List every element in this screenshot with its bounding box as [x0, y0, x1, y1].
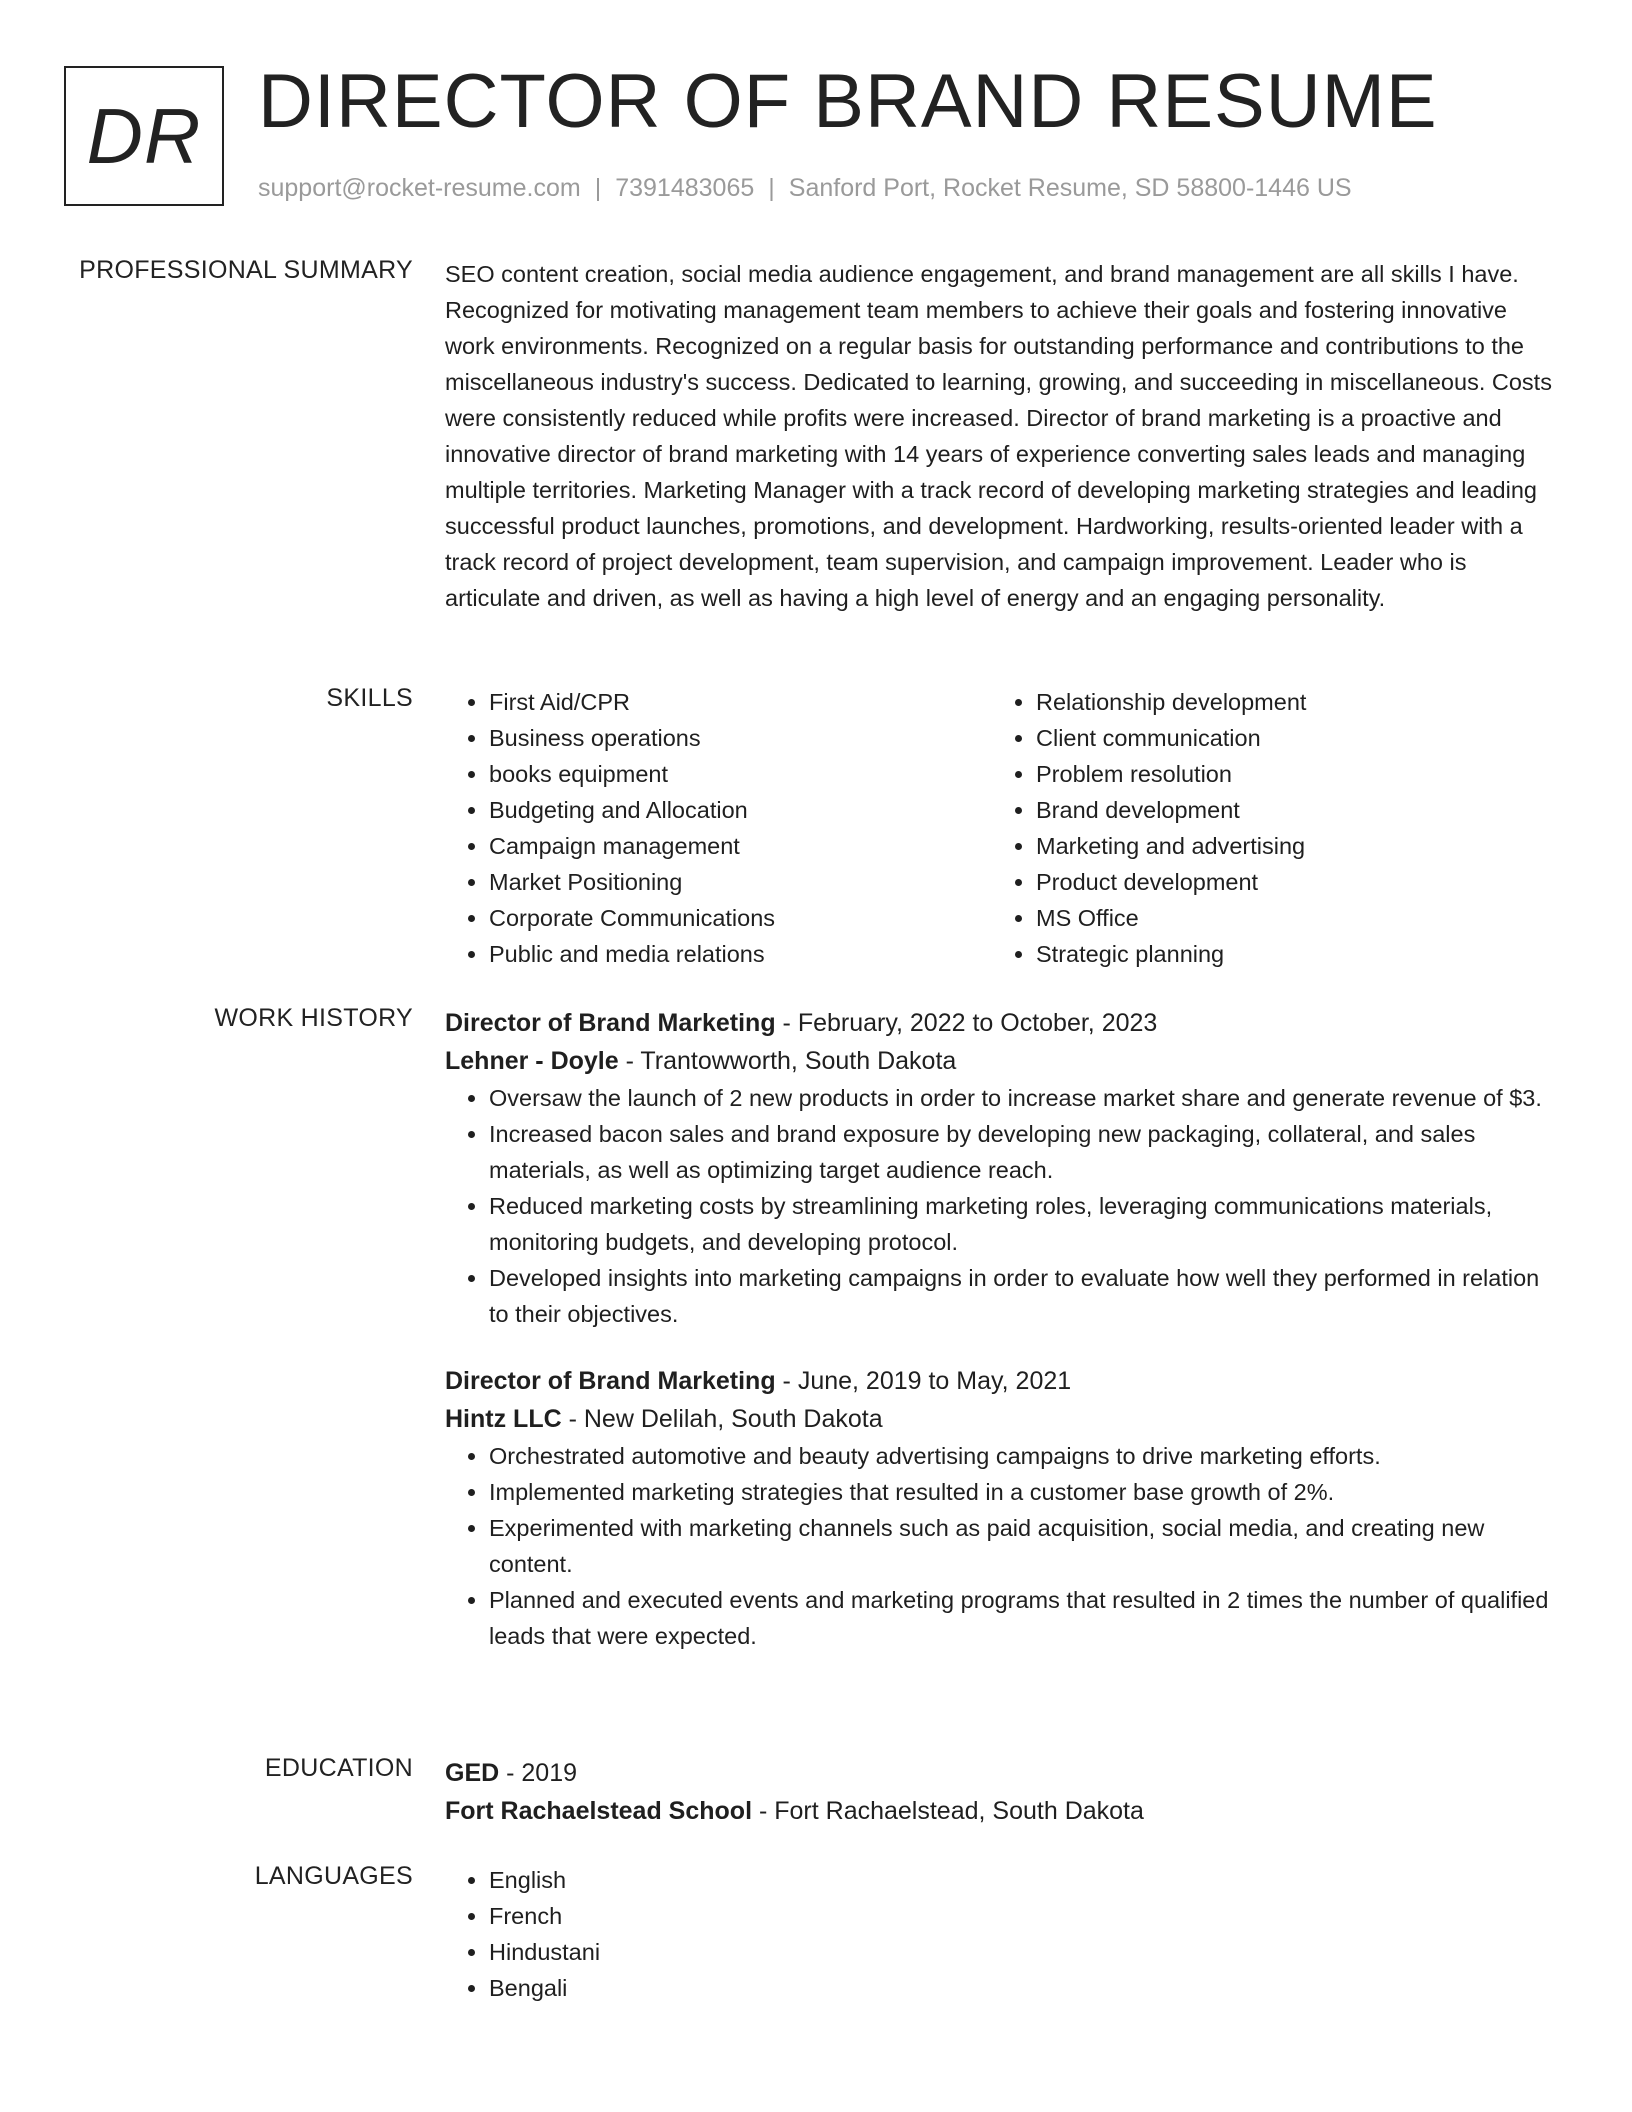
skill-item: • Public and media relations — [489, 936, 992, 972]
job-bullets — [445, 1438, 1560, 1654]
job-bullet: • Orchestrated automotive and beauty advertising campaigns to drive marketing efforts. — [489, 1438, 1560, 1474]
school-name: Fort Rachaelstead School — [445, 1797, 753, 1825]
job-company: Hintz LLC — [445, 1405, 562, 1433]
job-dates: - June, 2019 to May, 2021 — [775, 1367, 1072, 1395]
job-company-line — [445, 1042, 1560, 1080]
language-item: • Hindustani — [489, 1934, 1560, 1970]
education-body — [445, 1754, 1560, 1830]
job-company-line — [445, 1400, 1560, 1438]
job-bullet: • Planned and executed events and marketing programs that resulted in 2 times the number of qualified leads that were expected. — [489, 1582, 1560, 1654]
skill-item: • Strategic planning — [1036, 936, 1539, 972]
skill-item: • First Aid/CPR — [489, 684, 992, 720]
skills-list-right — [992, 684, 1539, 972]
summary-heading: PROFESSIONAL SUMMARY — [79, 256, 413, 284]
school-location: - Fort Rachaelstead, South Dakota — [752, 1797, 1144, 1825]
job-title-line — [445, 1004, 1560, 1042]
contact-email: support@rocket-resume.com — [258, 174, 581, 202]
language-item: • French — [489, 1898, 1560, 1934]
job-title: Director of Brand Marketing — [445, 1367, 776, 1395]
job-location: - New Delilah, South Dakota — [561, 1405, 883, 1433]
work-history-body — [445, 1004, 1560, 1654]
job-bullet: • Increased bacon sales and brand exposure by developing new packaging, collateral, and sales materials, as well as optimizing target audience reach. — [489, 1116, 1560, 1188]
summary-text: SEO content creation, social media audience engagement, and brand management are all skills I have. Recognized for motivating management team members to achieve their goals and fostering innovative work environments. Recognized on a regular basis for outstanding performance and contributions to the miscellaneous industry's success. Dedicated to learning, growing, and succeeding in miscellaneous. Costs were consistently reduced while profits were increased. Director of brand marketing is a proactive and innovative director of brand marketing with 14 years of experience converting sales leads and managing multiple territories. Marketing Manager with a track record of developing marketing strategies and leading successful product launches, promotions, and development. Hardworking, results-oriented leader with a track record of project development, team supervision, and campaign improvement. Leader who is articulate and driven, as well as having a high level of energy and an engaging personality. — [445, 261, 1552, 611]
contact-address: Sanford Port, Rocket Resume, SD 58800-1446 US — [788, 174, 1352, 202]
skills-heading: SKILLS — [326, 684, 413, 712]
contact-separator: | — [594, 174, 602, 202]
job-company: Lehner - Doyle — [445, 1047, 619, 1075]
work-history-heading: WORK HISTORY — [214, 1004, 413, 1032]
skill-item: • books equipment — [489, 756, 992, 792]
skills-body — [445, 684, 1560, 972]
job-bullet: • Developed insights into marketing campaigns in order to evaluate how well they performed in relation to their objectives. — [489, 1260, 1560, 1332]
job-dates: - February, 2022 to October, 2023 — [775, 1009, 1158, 1037]
skill-item: • Campaign management — [489, 828, 992, 864]
monogram-logo: DR — [64, 66, 224, 206]
language-item: • English — [489, 1862, 1560, 1898]
skill-item: • Problem resolution — [1036, 756, 1539, 792]
job-entry — [445, 1362, 1560, 1654]
skill-item: • Product development — [1036, 864, 1539, 900]
job-bullets — [445, 1080, 1560, 1332]
job-bullet: • Reduced marketing costs by streamlining marketing roles, leveraging communications materials, monitoring budgets, and developing protocol. — [489, 1188, 1560, 1260]
skill-item: • Relationship development — [1036, 684, 1539, 720]
languages-heading: LANGUAGES — [254, 1862, 413, 1890]
job-location: - Trantowworth, South Dakota — [618, 1047, 957, 1075]
summary-body — [445, 256, 1560, 616]
contact-phone: 7391483065 — [615, 174, 755, 202]
skill-item: • Corporate Communications — [489, 900, 992, 936]
skill-item: • Market Positioning — [489, 864, 992, 900]
skill-item: • Client communication — [1036, 720, 1539, 756]
school-line — [445, 1792, 1560, 1830]
education-heading: EDUCATION — [264, 1754, 413, 1782]
degree: GED — [445, 1759, 500, 1787]
degree-year: - 2019 — [499, 1759, 578, 1787]
job-bullet: • Oversaw the launch of 2 new products in order to increase market share and generate revenue of $3. — [489, 1080, 1560, 1116]
job-bullet: • Experimented with marketing channels such as paid acquisition, social media, and creating new content. — [489, 1510, 1560, 1582]
skill-item: • Marketing and advertising — [1036, 828, 1539, 864]
skill-item: • Budgeting and Allocation — [489, 792, 992, 828]
skill-item: • Business operations — [489, 720, 992, 756]
languages-body — [445, 1862, 1560, 2006]
contact-line — [258, 174, 1352, 203]
job-entry — [445, 1004, 1560, 1332]
skills-list-left — [445, 684, 992, 972]
skill-item: • MS Office — [1036, 900, 1539, 936]
contact-separator: | — [768, 174, 775, 202]
language-item: • Bengali — [489, 1970, 1560, 2006]
languages-list — [445, 1862, 1560, 2006]
job-title: Director of Brand Marketing — [445, 1009, 776, 1037]
job-title-line — [445, 1362, 1560, 1400]
skill-item: • Brand development — [1036, 792, 1539, 828]
page-title: DIRECTOR OF BRAND RESUME — [258, 59, 1438, 144]
degree-line — [445, 1754, 1560, 1792]
job-bullet: • Implemented marketing strategies that resulted in a customer base growth of 2%. — [489, 1474, 1560, 1510]
